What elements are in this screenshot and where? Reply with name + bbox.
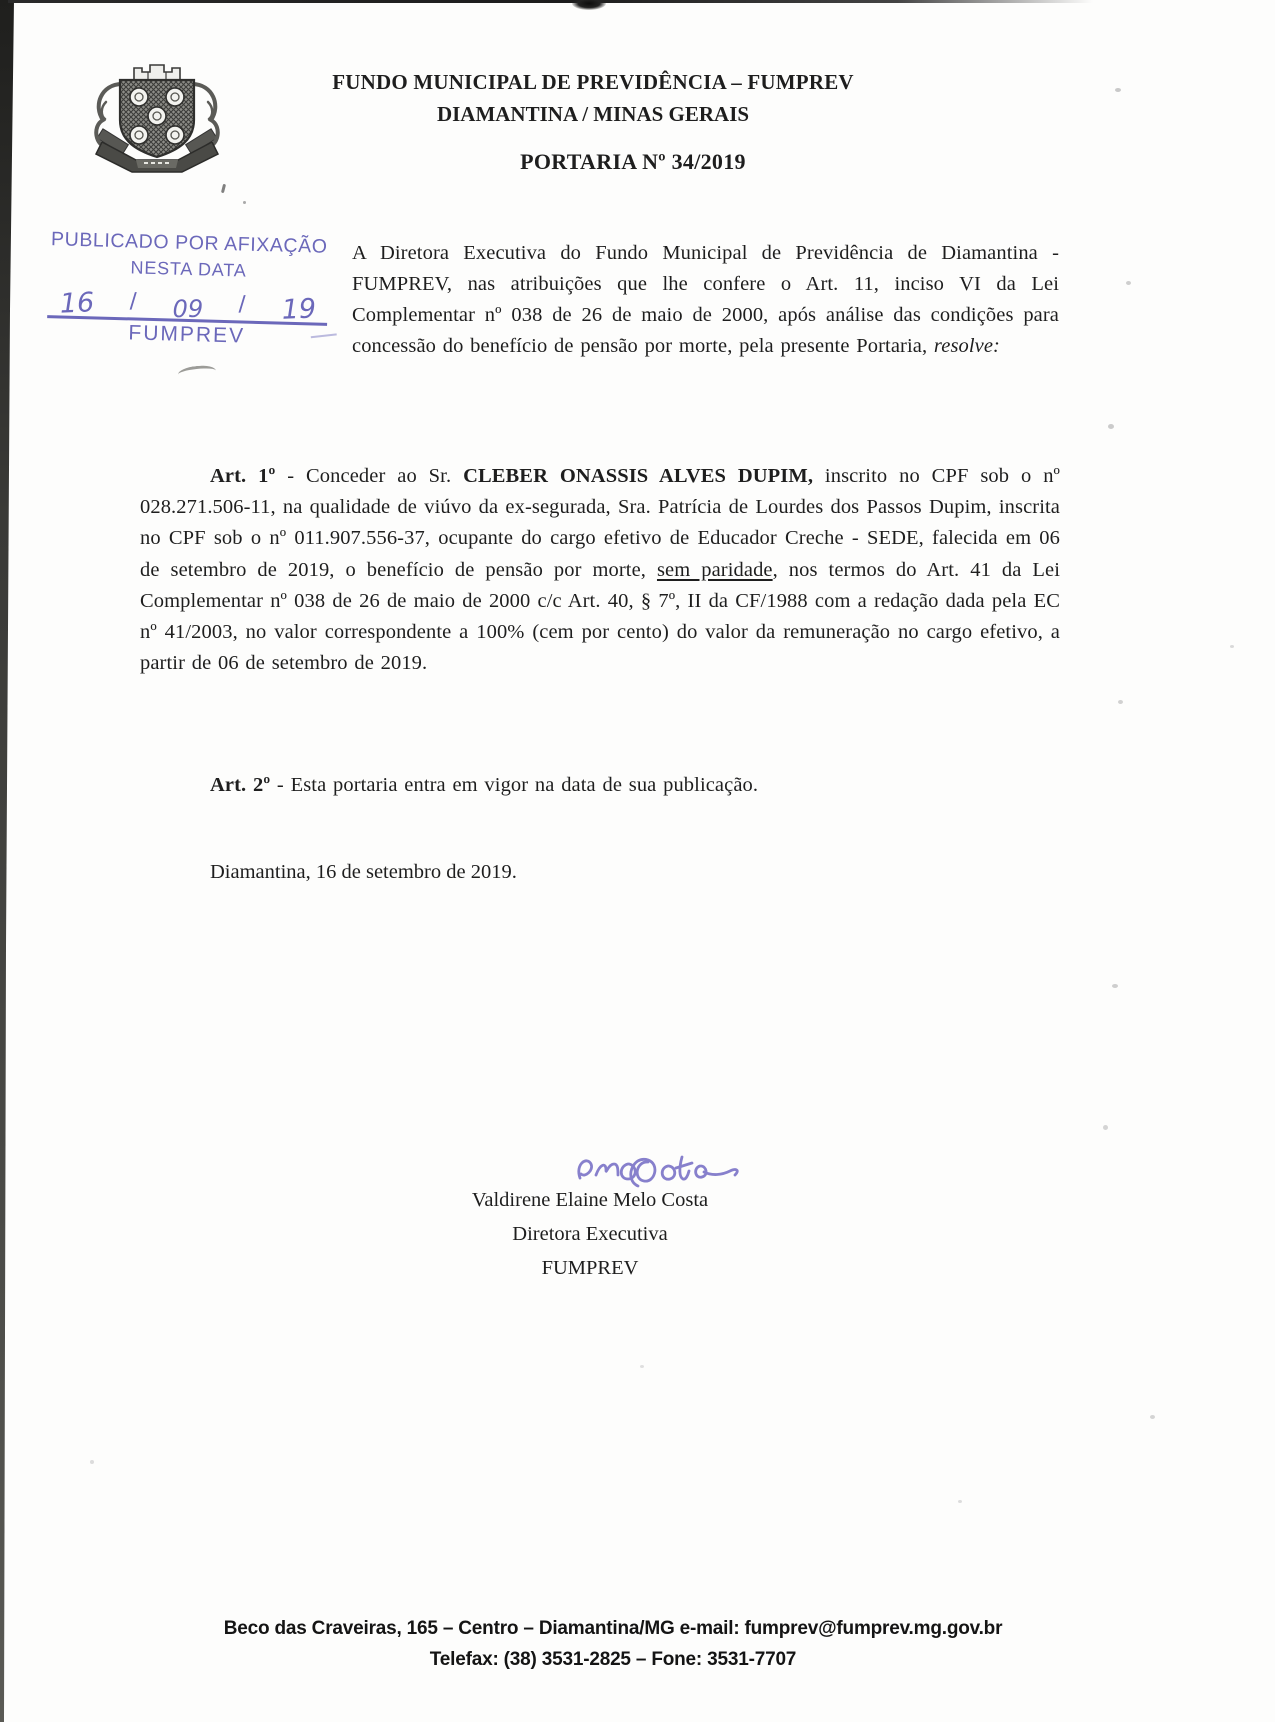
article-1-body1: inscrito no CPF sob o nº 028.271.506-11, na qualidade de viúvo da ex-segurada, Sra. Patrícia de Lourdes dos Passos Dupim, inscrita no CPF sob o nº 011.907.556-37, ocupante do cargo efetivo de Educador Creche - SEDE, falecida em 06 de setembro de 2019, o benefício de pensão por morte, bbox=[140, 465, 1060, 581]
stamp-slash: / bbox=[238, 291, 246, 319]
stamp-line2: NESTA DATA bbox=[130, 257, 247, 281]
stamp-slash: / bbox=[129, 288, 137, 316]
document-footer bbox=[0, 1613, 1226, 1675]
document-title: PORTARIA Nº 34/2019 bbox=[520, 149, 746, 174]
article-1-label: Art. 1º bbox=[210, 465, 276, 487]
preamble-text: A Diretora Executiva do Fundo Municipal de Previdência de Diamantina - FUMPREV, nas atribuições que lhe confere o Art. 11, inciso VI da Lei Complementar nº 038 de 26 de maio de 2000, após análise das condições para concessão do benefício de pensão por morte, pela presente Portaria, bbox=[352, 242, 1059, 357]
article-2-text: - Esta portaria entra em vigor na data de sua publicação. bbox=[270, 774, 759, 796]
org-name: FUNDO MUNICIPAL DE PREVIDÊNCIA – FUMPREV bbox=[332, 70, 854, 94]
coat-of-arms-icon bbox=[86, 62, 228, 176]
stamp-org: FUMPREV bbox=[128, 321, 246, 348]
speckle bbox=[1112, 984, 1118, 988]
scan-ink-blob bbox=[572, 0, 606, 10]
speckle bbox=[221, 184, 226, 193]
speckle bbox=[1108, 424, 1114, 429]
publication-stamp bbox=[40, 228, 335, 351]
article-1-body2: , nos termos do Art. 41 da Lei Complementar nº 038 de 26 de maio de 2000 c/c Art. 40, § 7º, II da CF/1988 com a redação dada pela EC nº 41/2003, no valor correspondente a 100% (cem por cento) do valor da remuneração no cargo efetivo, a partir de 06 de setembro de 2019. bbox=[140, 558, 1060, 675]
stamp-date bbox=[47, 278, 328, 326]
signature-block bbox=[390, 1183, 790, 1285]
article-1-underlined: sem paridade bbox=[656, 558, 773, 581]
pen-mark bbox=[177, 364, 216, 381]
speckle bbox=[90, 1460, 94, 1464]
signer-org: FUMPREV bbox=[541, 1257, 639, 1279]
article-2-label: Art. 2º bbox=[210, 774, 271, 796]
document-header bbox=[263, 70, 923, 127]
org-location: DIAMANTINA / MINAS GERAIS bbox=[436, 102, 750, 126]
footer-phones: Telefax: (38) 3531-2825 – Fone: 3531-7707 bbox=[429, 1649, 797, 1670]
speckle bbox=[1150, 1415, 1155, 1419]
footer-address: Beco das Craveiras, 165 – Centro – Diamantina/MG e-mail: fumprev@fumprev.mg.gov.br bbox=[223, 1618, 1003, 1639]
speckle bbox=[1126, 281, 1131, 285]
scan-edge-shadow bbox=[0, 0, 14, 1722]
speckle bbox=[243, 201, 246, 204]
scan-top-line bbox=[8, 0, 1093, 3]
article-1-lead: - Conceder ao Sr. bbox=[275, 465, 464, 487]
dateline: Diamantina, 16 de setembro de 2019. bbox=[210, 861, 517, 883]
preamble-paragraph bbox=[352, 238, 1059, 362]
speckle bbox=[958, 1500, 962, 1503]
stamp-handwritten-year: 19 bbox=[280, 293, 317, 326]
article-1-paragraph bbox=[140, 461, 1060, 679]
crest-crown bbox=[134, 65, 180, 80]
speckle bbox=[1118, 700, 1123, 704]
speckle bbox=[640, 1365, 644, 1368]
signer-name: Valdirene Elaine Melo Costa bbox=[471, 1189, 709, 1211]
speckle bbox=[1115, 88, 1121, 92]
speckle bbox=[1103, 1125, 1108, 1130]
preamble-resolve: resolve: bbox=[933, 335, 1000, 357]
signer-role: Diretora Executiva bbox=[512, 1223, 668, 1245]
stamp-handwritten-day: 16 bbox=[59, 287, 95, 320]
beneficiary-name: CLEBER ONASSIS ALVES DUPIM, bbox=[463, 465, 814, 487]
speckle bbox=[1230, 645, 1234, 648]
article-2-paragraph bbox=[140, 770, 1060, 801]
stamp-handwritten-month: 09 bbox=[172, 294, 203, 324]
stamp-line1: PUBLICADO POR AFIXAÇÃO bbox=[50, 228, 328, 258]
